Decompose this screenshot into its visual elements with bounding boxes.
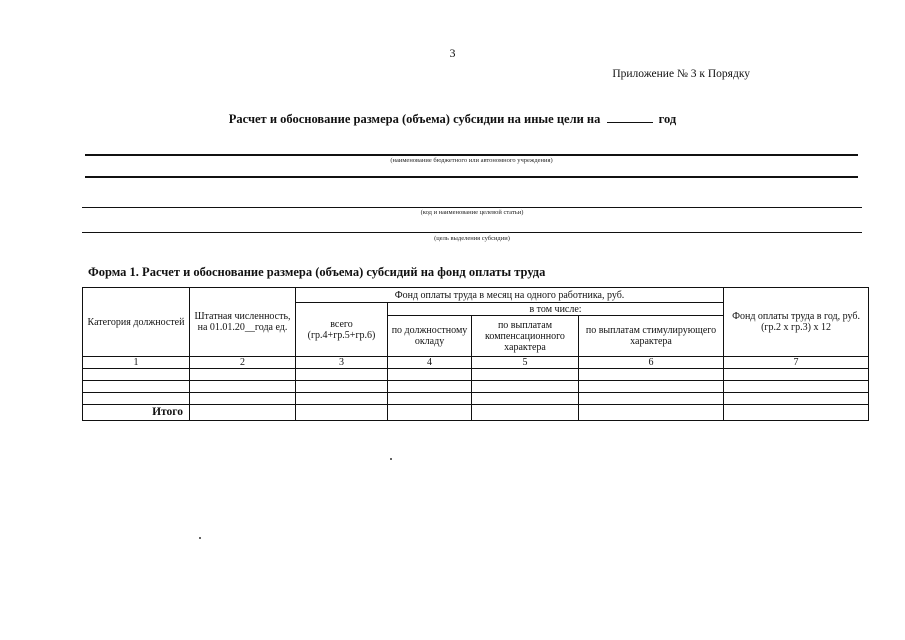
title-suffix: год xyxy=(658,112,677,126)
table-row xyxy=(83,393,869,405)
total-label: Итого xyxy=(83,405,190,421)
scan-speck xyxy=(199,537,201,539)
table-cell xyxy=(724,393,869,405)
table-cell xyxy=(724,405,869,421)
page-number: 3 xyxy=(449,46,456,60)
table-cell xyxy=(190,369,296,381)
column-number: 6 xyxy=(579,357,724,369)
table-cell xyxy=(83,369,190,381)
purpose-caption: (цель выделения субсидии) xyxy=(434,235,510,242)
table-cell xyxy=(190,405,296,421)
column-number: 7 xyxy=(724,357,869,369)
column-number: 2 xyxy=(190,357,296,369)
table-cell xyxy=(472,369,579,381)
table-cell xyxy=(388,381,472,393)
column-number: 4 xyxy=(388,357,472,369)
table-cell xyxy=(296,393,388,405)
header-category: Категория должностей xyxy=(83,288,190,357)
table-cell xyxy=(724,381,869,393)
institution-caption: (наименование бюджетного или автономного учреждения) xyxy=(390,157,553,164)
appendix-label: Приложение № 3 к Порядку xyxy=(612,68,750,80)
table-cell xyxy=(579,393,724,405)
table-cell xyxy=(190,393,296,405)
table-cell xyxy=(579,381,724,393)
table-cell xyxy=(296,405,388,421)
purpose-line xyxy=(82,232,862,233)
header-annual-fund: Фонд оплаты труда в год, руб. (гр.2 х гр.3) х 12 xyxy=(724,288,869,357)
table-cell xyxy=(296,381,388,393)
title-text: Расчет и обоснование размера (объема) субсидии на иные цели на xyxy=(228,112,601,126)
table-cell xyxy=(579,405,724,421)
table-row xyxy=(83,381,869,393)
table-cell xyxy=(472,405,579,421)
column-number: 3 xyxy=(296,357,388,369)
institution-line-2 xyxy=(85,176,858,178)
table-cell xyxy=(724,369,869,381)
header-monthly-fund: Фонд оплаты труда в месяц на одного работника, руб. xyxy=(296,288,724,303)
year-blank xyxy=(607,111,653,123)
target-article-caption: (код и наименование целевой статьи) xyxy=(420,209,524,216)
table-cell xyxy=(83,381,190,393)
table-cell xyxy=(472,381,579,393)
table-cell xyxy=(83,393,190,405)
header-including: в том числе: xyxy=(388,303,724,316)
table-row xyxy=(83,369,869,381)
total-row xyxy=(83,405,869,421)
header-salary: по должностному окладу xyxy=(388,316,472,357)
header-total: всего (гр.4+гр.5+гр.6) xyxy=(296,303,388,357)
payroll-table xyxy=(82,287,869,421)
column-number-row xyxy=(83,357,869,369)
table-cell xyxy=(190,381,296,393)
table-cell xyxy=(472,393,579,405)
header-staff-count: Штатная численность, на 01.01.20__года ед. xyxy=(190,288,296,357)
header-incentive: по выплатам стимулирующего характера xyxy=(579,316,724,357)
table-cell xyxy=(296,369,388,381)
table-cell xyxy=(388,393,472,405)
institution-line xyxy=(85,154,858,156)
table-cell xyxy=(388,369,472,381)
column-number: 1 xyxy=(83,357,190,369)
form-title: Форма 1. Расчет и обоснование размера (объема) субсидий на фонд оплаты труда xyxy=(88,265,546,279)
table-cell xyxy=(388,405,472,421)
scan-speck xyxy=(390,458,392,460)
table-cell xyxy=(579,369,724,381)
target-article-line xyxy=(82,207,862,208)
header-row-1 xyxy=(83,288,869,303)
document-title xyxy=(0,111,905,127)
column-number: 5 xyxy=(472,357,579,369)
header-compensation: по выплатам компенсационного характера xyxy=(472,316,579,357)
